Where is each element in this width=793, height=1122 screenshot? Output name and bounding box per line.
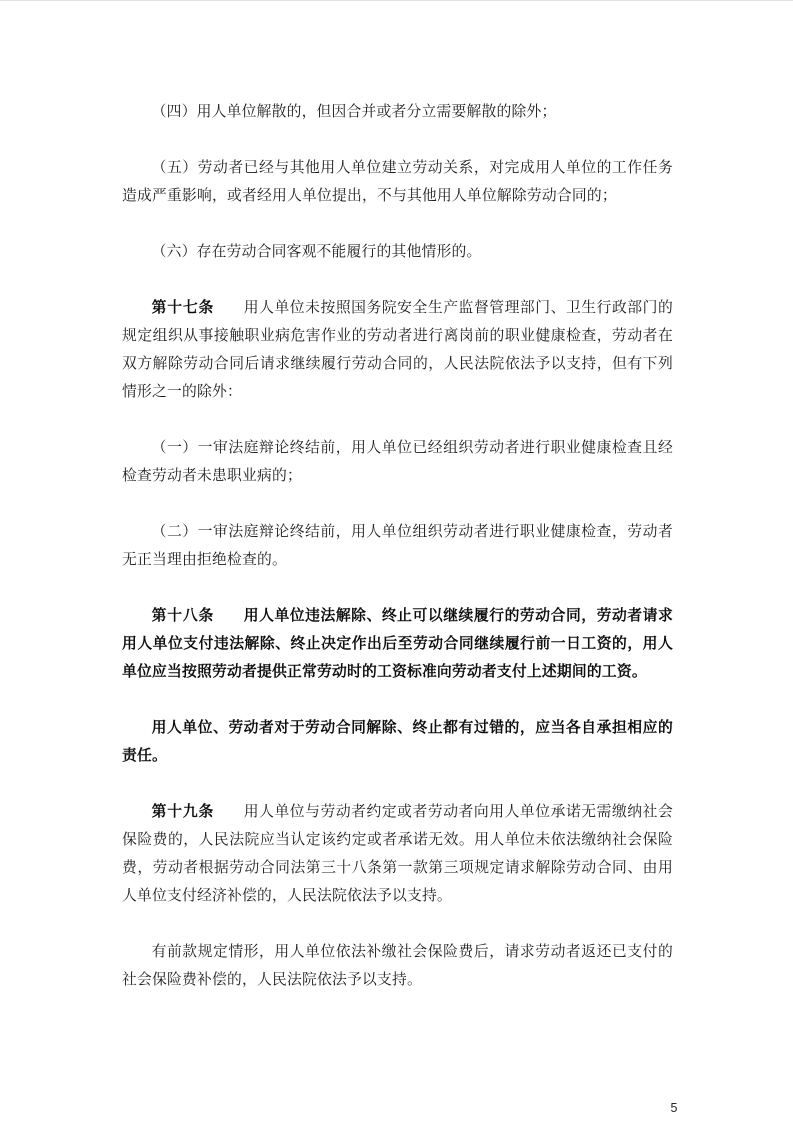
article-number: 第十七条 [151,300,215,316]
article-number: 第十八条 [151,608,215,624]
paragraph-text: 用人单位违法解除、终止可以继续履行的劳动合同，劳动者请求用人单位支付违法解除、终止决定作出后至劳动合同继续履行前一日工资的，用人单位应当按照劳动者提供正常劳动时的工资标准向劳动者支付上述期间的工资。 [122,608,673,680]
list-item-2: （二）一审法庭辩论终结前，用人单位组织劳动者进行职业健康检查，劳动者无正当理由拒绝检查的。 [122,524,673,568]
article-18-paragraph [122,602,673,686]
paragraph-text: 用人单位未按照国务院安全生产监督管理部门、卫生行政部门的规定组织从事接触职业病危害作业的劳动者进行离岗前的职业健康检查，劳动者在双方解除劳动合同后请求继续履行劳动合同的，人民法院依法予以支持，但有下列情形之一的除外： [122,300,673,400]
list-item-4: （四）用人单位解散的，但因合并或者分立需要解散的除外； [151,104,557,120]
list-item-5: （五）劳动者已经与其他用人单位建立劳动关系，对完成用人单位的工作任务造成严重影响，或者经用人单位提出，不与其他用人单位解除劳动合同的； [122,160,673,204]
article-17-paragraph [122,294,673,406]
list-item-1: （一）一审法庭辩论终结前，用人单位已经组织劳动者进行职业健康检查且经检查劳动者未患职业病的； [122,440,673,484]
article-19-second-clause: 有前款规定情形，用人单位依法补缴社会保险费后，请求劳动者返还已支付的社会保险费补偿的，人民法院依法予以支持。 [122,944,673,988]
article-18-second-clause: 用人单位、劳动者对于劳动合同解除、终止都有过错的，应当各自承担相应的责任。 [122,720,673,764]
list-item-6: （六）存在劳动合同客观不能履行的其他情形的。 [151,244,482,260]
page-number: 5 [670,1101,678,1115]
document-body [122,98,673,1022]
article-number: 第十九条 [151,804,215,820]
paragraph-text: 用人单位与劳动者约定或者劳动者向用人单位承诺无需缴纳社会保险费的，人民法院应当认定该约定或者承诺无效。用人单位未依法缴纳社会保险费，劳动者根据劳动合同法第三十八条第一款第三项规定请求解除劳动合同、由用人单位支付经济补偿的，人民法院依法予以支持。 [122,804,673,904]
article-19-paragraph [122,798,673,910]
